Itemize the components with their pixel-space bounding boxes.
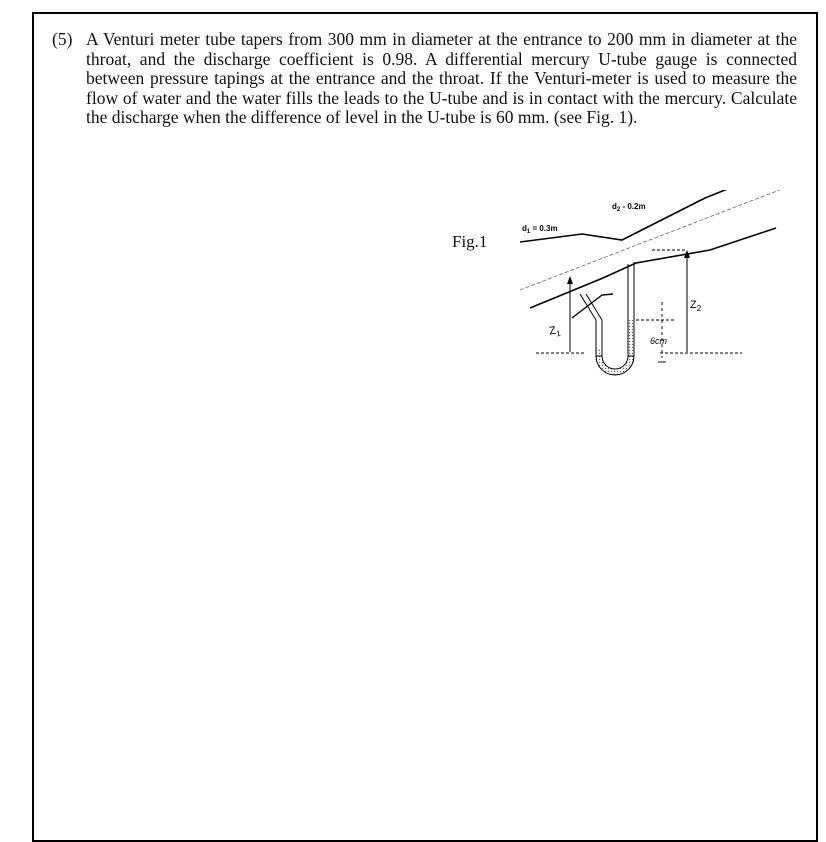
u-tube-left-inner [586, 294, 602, 356]
figure-caption: Fig.1 [452, 232, 488, 251]
pipe-upper-wall [520, 190, 780, 242]
venturi-diagram [520, 190, 790, 400]
z2-label: $Z_2$ [690, 299, 702, 313]
pipe-lower-wall [530, 228, 776, 308]
mercury-left-column [596, 348, 602, 356]
z1-label: $Z_1$ [548, 324, 562, 339]
problem-number: (5) [52, 29, 73, 49]
mercury-right-column [628, 320, 634, 356]
z1-arrowhead [567, 276, 573, 284]
u-tube-left-lead [580, 294, 596, 356]
pipe-centreline [520, 190, 782, 290]
d1-label: $d_1 = 0.3m$ [522, 224, 558, 235]
problem-text: A Venturi meter tube tapers from 300 mm in diameter at the entrance to 200 mm in diameter at the throat, and the discharge coefficient is 0.98. A differential mercury U-tube gauge is connected between pressure tapings at the entrance and the throat. If the Venturi-meter is used to measure the flow of water and the water fills the leads to the U-tube and is in contact with the mercury. Calculate the discharge when the difference of level in the U-tube is 60 mm. (see Fig. 1). [86, 29, 797, 127]
problem-block [52, 30, 797, 128]
d2-label: $d_2 - 0.2m$ [612, 202, 646, 213]
gauge-label: 6cm [650, 336, 668, 346]
u-tube-bend [596, 356, 634, 375]
page-frame [32, 12, 818, 842]
